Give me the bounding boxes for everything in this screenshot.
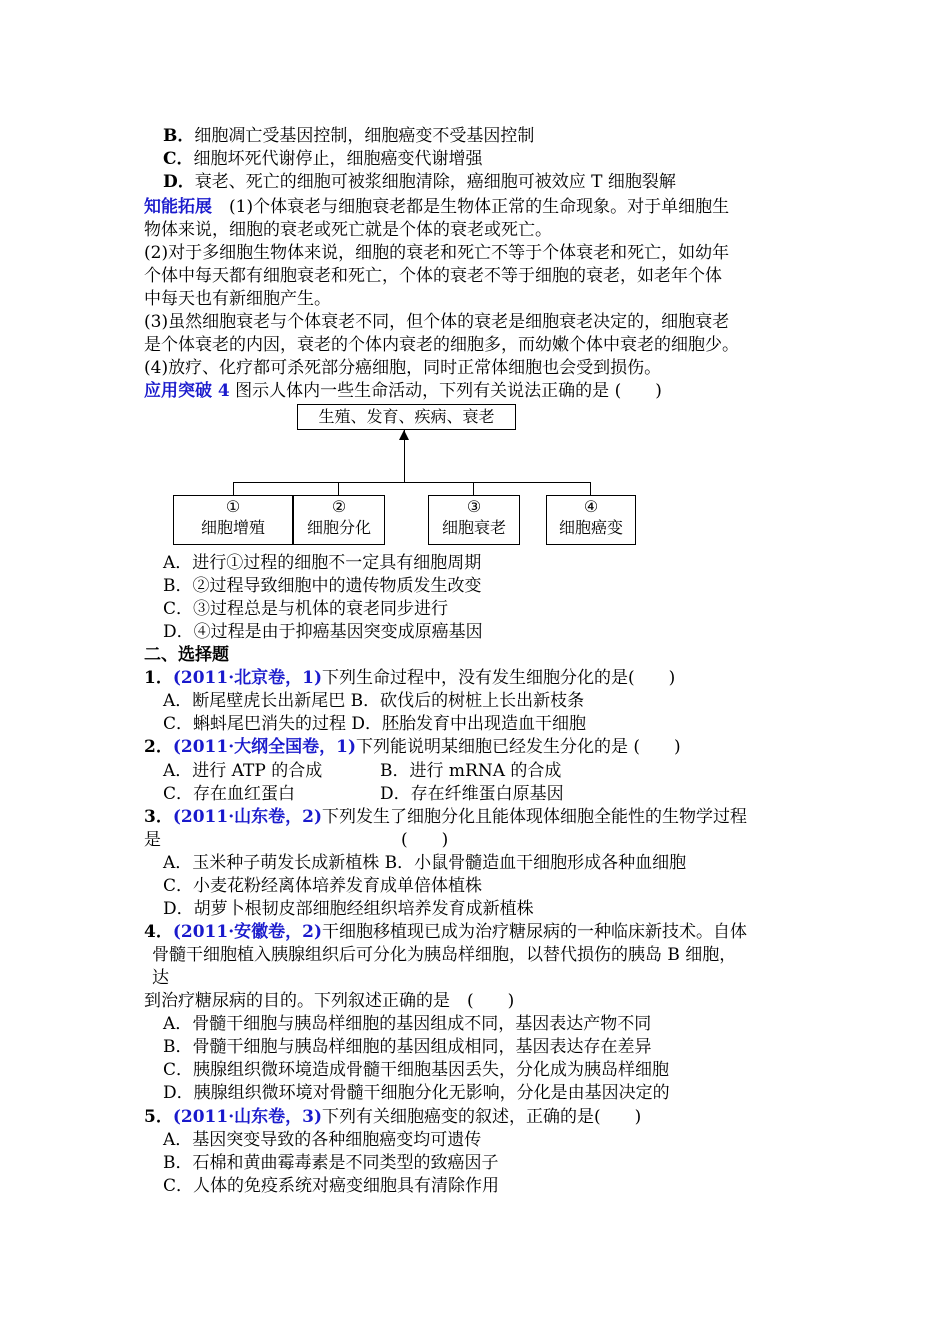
q4-stem: 4．(2011·安徽卷，2)干细胞移植现已成为治疗糖尿病的一种临床新技术。自体: [144, 922, 747, 942]
q3-stem-2: 是: [144, 830, 161, 850]
q4-stem-3: 达: [152, 968, 169, 988]
q2-option-b: B．进行 mRNA 的合成: [380, 761, 562, 781]
application-label: 应用突破 4: [144, 381, 230, 401]
extension-label: 知能拓展: [144, 197, 212, 217]
app-option-c: C．③过程总是与机体的衰老同步进行: [163, 599, 449, 619]
extension-line-3: (2)对于多细胞生物体来说，细胞的衰老和死亡不等于个体衰老和死亡，如幼年: [144, 243, 730, 263]
q2-option-d: D．存在纤维蛋白原基因: [380, 784, 564, 804]
diagram-box-4-num: ④: [583, 497, 599, 516]
diagram-stub-1: [233, 482, 234, 495]
diagram-connector: [233, 482, 590, 483]
q3-option-c: C．小麦花粉经离体培养发育成单倍体植株: [163, 876, 483, 896]
diagram-box-1-label: 细胞增殖: [200, 518, 265, 537]
diagram-box-4: [546, 495, 636, 545]
q2-stem: 2．(2011·大纲全国卷，1)下列能说明某细胞已经发生分化的是 ( ): [144, 737, 681, 757]
diagram-arrowhead: [399, 430, 409, 440]
prev-option-d: D．衰老、死亡的细胞可被浆细胞清除，癌细胞可被效应 T 细胞裂解: [163, 172, 676, 192]
q2-option-c: C．存在血红蛋白: [163, 784, 296, 804]
extension-line-2: 物体来说，细胞的衰老或死亡就是个体的衰老或死亡。: [144, 220, 552, 240]
extension-line-8: (4)放疗、化疗都可杀死部分癌细胞，同时正常体细胞也会受到损伤。: [144, 358, 662, 378]
q5-stem: 5．(2011·山东卷，3)下列有关细胞癌变的叙述，正确的是( ): [144, 1107, 642, 1127]
diagram-stub-4: [590, 482, 591, 495]
app-option-d: D．④过程是由于抑癌基因突变成原癌基因: [163, 622, 483, 642]
application-question: 应用突破 4 图示人体内一些生命活动，下列有关说法正确的是 ( ): [144, 381, 662, 401]
section-title: 二、选择题: [144, 645, 229, 665]
q4-option-d: D．胰腺组织微环境对骨髓干细胞分化无影响，分化是由基因决定的: [163, 1083, 670, 1103]
diagram-box-2-num: ②: [331, 497, 347, 516]
q3-options-1: A．玉米种子萌发长成新植株 B．小鼠骨髓造血干细胞形成各种血细胞: [163, 853, 687, 873]
app-option-a: A．进行①过程的细胞不一定具有细胞周期: [163, 553, 482, 573]
diagram-box-3: [428, 495, 520, 545]
prev-option-c: C．细胞坏死代谢停止，细胞癌变代谢增强: [163, 149, 483, 169]
q5-option-b: B．石棉和黄曲霉毒素是不同类型的致癌因子: [163, 1153, 499, 1173]
q3-option-d: D．胡萝卜根韧皮部细胞经组织培养发育成新植株: [163, 899, 534, 919]
prev-option-b: B．细胞凋亡受基因控制，细胞癌变不受基因控制: [163, 126, 535, 146]
q3-paren: ( ): [401, 830, 449, 850]
diagram-box-2: [293, 495, 385, 545]
q4-option-b: B．骨髓干细胞与胰岛样细胞的基因组成相同，基因表达存在差异: [163, 1037, 652, 1057]
q5-option-c: C．人体的免疫系统对癌变细胞具有清除作用: [163, 1176, 500, 1196]
q4-stem-2: 骨髓干细胞植入胰腺组织后可分化为胰岛样细胞，以替代损伤的胰岛 B 细胞，: [152, 945, 737, 965]
q1-options-1: A．断尾壁虎长出新尾巴 B．砍伐后的树桩上长出新枝条: [163, 691, 585, 711]
q1-options-2: C．蝌蚪尾巴消失的过程 D．胚胎发育中出现造血干细胞: [163, 714, 587, 734]
diagram-top-box: 生殖、发育、疾病、衰老: [297, 404, 516, 430]
diagram-box-3-num: ③: [466, 497, 482, 516]
q4-stem-4: 到治疗糖尿病的目的。下列叙述正确的是 ( ): [144, 991, 515, 1011]
diagram-box-3-label: 细胞衰老: [441, 518, 506, 537]
extension-line-7: 是个体衰老的内因，衰老的个体内衰老的细胞多，而幼嫩个体中衰老的细胞少。: [144, 335, 739, 355]
extension-line-4: 个体中每天都有细胞衰老和死亡，个体的衰老不等于细胞的衰老，如老年个体: [144, 266, 722, 286]
q4-option-c: C．胰腺组织微环境造成骨髓干细胞基因丢失，分化成为胰岛样细胞: [163, 1060, 670, 1080]
diagram-box-4-label: 细胞癌变: [558, 518, 623, 537]
extension-line-1: 知能拓展 (1)个体衰老与细胞衰老都是生物体正常的生命现象。对于单细胞生: [144, 197, 730, 217]
diagram-box-1-num: ①: [225, 497, 241, 516]
q3-stem: 3．(2011·山东卷，2)下列发生了细胞分化且能体现体细胞全能性的生物学过程: [144, 807, 747, 827]
extension-line-5: 中每天也有新细胞产生。: [144, 289, 331, 309]
q4-option-a: A．骨髓干细胞与胰岛样细胞的基因组成不同，基因表达产物不同: [163, 1014, 652, 1034]
diagram-stub-2: [338, 482, 339, 495]
diagram-box-2-label: 细胞分化: [306, 518, 371, 537]
diagram-box-1: [173, 495, 293, 545]
q5-option-a: A．基因突变导致的各种细胞癌变均可遗传: [163, 1130, 482, 1150]
extension-line-6: (3)虽然细胞衰老与个体衰老不同，但个体的衰老是细胞衰老决定的，细胞衰老: [144, 312, 730, 332]
q1-stem: 1．(2011·北京卷，1)下列生命过程中，没有发生细胞分化的是( ): [144, 668, 676, 688]
diagram-stub-3: [473, 482, 474, 495]
q2-option-a: A．进行 ATP 的合成: [163, 761, 323, 781]
app-option-b: B．②过程导致细胞中的遗传物质发生改变: [163, 576, 482, 596]
